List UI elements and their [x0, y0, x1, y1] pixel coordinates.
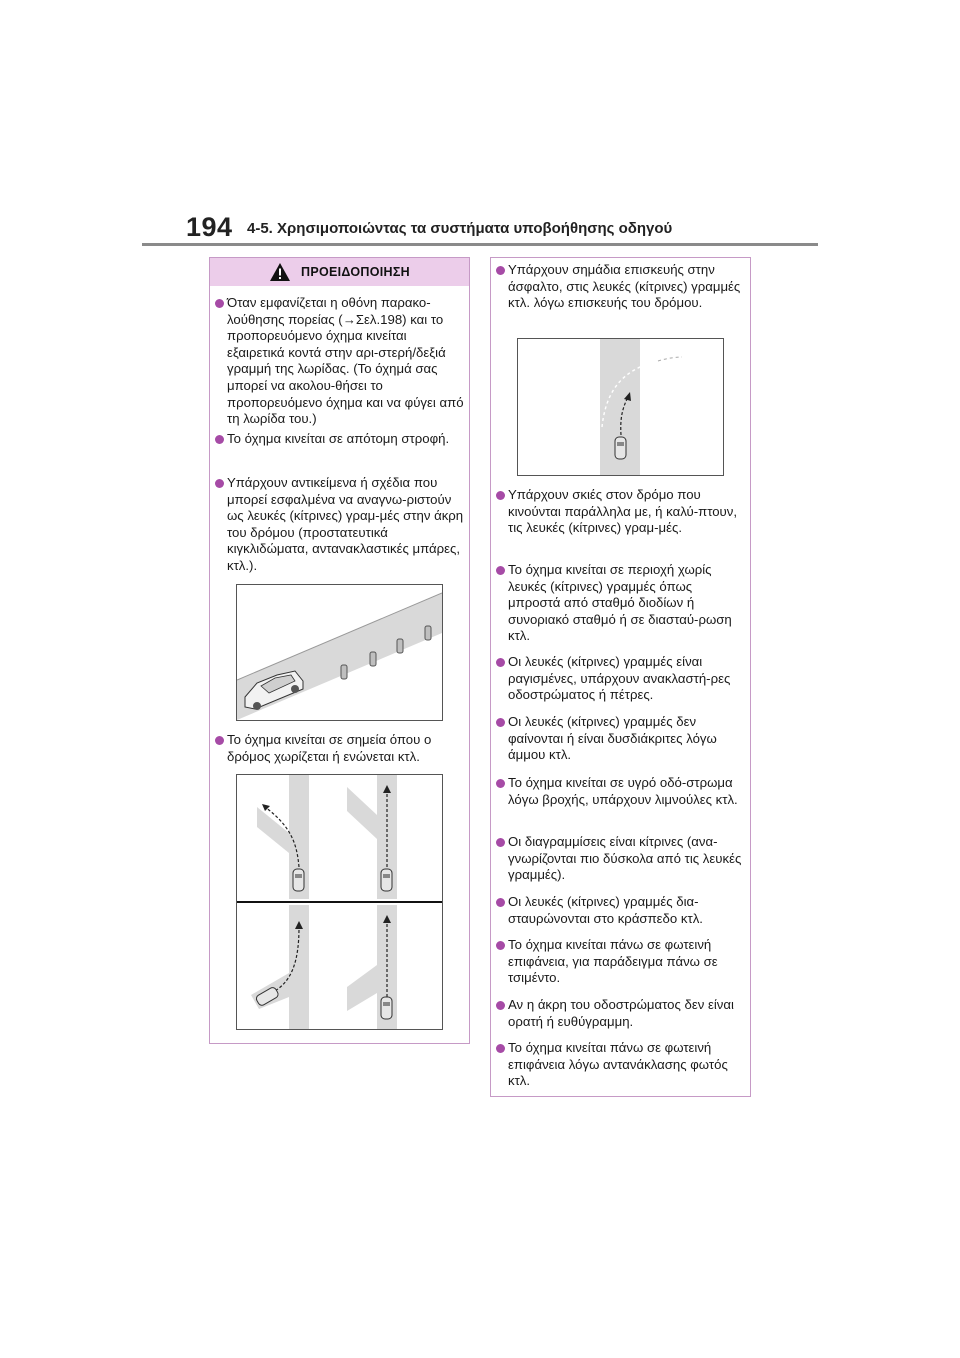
- list-item: Αν η άκρη του οδοστρώματος δεν είναι ορατή ή ευθύγραμμη.: [495, 997, 745, 1030]
- bullet-icon: [215, 479, 224, 488]
- bullet-icon: [496, 1044, 505, 1053]
- bullet-icon: [496, 566, 505, 575]
- bullet-icon: [496, 898, 505, 907]
- list-item: Οι λευκές (κίτρινες) γραμμές δεν φαίνονται ή είναι δυσδιάκριτες λόγω άμμου κτλ.: [495, 714, 745, 764]
- list-item: Το όχημα κινείται πάνω σε φωτεινή επιφάνεια λόγω αντανάκλασης φωτός κτλ.: [495, 1040, 745, 1090]
- list-item: Οι διαγραμμίσεις είναι κίτρινες (ανα-γνωρίζονται πιο δύσκολα από τις λευκές γραμμές).: [495, 834, 745, 884]
- section-title: 4-5. Χρησιμοποιώντας τα συστήματα υποβοήθησης οδηγού: [247, 220, 673, 237]
- list-item: Το όχημα κινείται πάνω σε φωτεινή επιφάνεια, για παράδειγμα πάνω σε τσιμέντο.: [495, 937, 745, 987]
- bullet-icon: [496, 941, 505, 950]
- list-item: Το όχημα κινείται σε υγρό οδό-στρωμα λόγω βροχής, υπάρχουν λιμνούλες κτλ.: [495, 775, 745, 808]
- figure-road-split: [236, 774, 443, 1030]
- warning-box-right: [490, 257, 751, 1097]
- bullet-icon: [496, 491, 505, 500]
- bullet-icon: [215, 736, 224, 745]
- list-item: Υπάρχουν σημάδια επισκευής στην άσφαλτο, στις λευκές (κίτρινες) γραμμές κτλ. λόγω επισκευής του δρόμου.: [495, 262, 745, 312]
- bullet-icon: [496, 718, 505, 727]
- bullet-icon: [496, 266, 505, 275]
- list-item: Οι λευκές (κίτρινες) γραμμές δια-σταυρώνονται στο κράσπεδο κτλ.: [495, 894, 745, 927]
- list-item: Το όχημα κινείται σε περιοχή χωρίς λευκές (κίτρινες) γραμμές όπως μπροστά από σταθμό διοδίων ή συνοριακό σταθμό ή σε διασταύ-ρωση κτλ.: [495, 562, 745, 645]
- list-item: Το όχημα κινείται σε σημεία όπου ο δρόμος χωρίζεται ή ενώνεται κτλ.: [214, 732, 464, 765]
- bullet-icon: [215, 435, 224, 444]
- list-item: Οι λευκές (κίτρινες) γραμμές είναι ραγισμένες, υπάρχουν ανακλαστή-ρες οδοστρώματος ή πέτρες.: [495, 654, 745, 704]
- list-item: Όταν εμφανίζεται η οθόνη παρακο-λούθησης πορείας (→Σελ.198) και το προπορευόμενο όχημα κινείται εξαιρετικά κοντά στην αρι-στερή/δεξιά γραμμή της λωρίδας. (Το όχημά σας μπορεί να ακολου-θήσει το προπορευόμενο όχημα και να φύγει από τη λωρίδα του.): [214, 295, 464, 428]
- warning-title: ΠΡΟΕΙΔΟΠΟΙΗΣΗ: [301, 265, 410, 279]
- warning-box-left: [209, 257, 470, 1044]
- page-number: 194: [186, 212, 233, 242]
- list-item: Υπάρχουν αντικείμενα ή σχέδια που μπορεί εσφαλμένα να αναγνω-ριστούν ως λευκές (κίτρινες) γραμ-μές στην άκρη του δρόμου (προστατευτικά κιγκλιδώματα, αντανακλαστικές μπάρες, κτλ.).: [214, 475, 464, 575]
- repair-marks-illustration: [518, 339, 723, 475]
- figure-guardrail: [236, 584, 443, 721]
- bullet-icon: [496, 838, 505, 847]
- bullet-icon: [496, 1001, 505, 1010]
- list-item: Το όχημα κινείται σε απότομη στροφή.: [214, 431, 464, 448]
- bullet-icon: [215, 299, 224, 308]
- bullet-icon: [496, 658, 505, 667]
- road-split-illustration: [237, 775, 442, 1029]
- warning-triangle-icon: [269, 262, 291, 282]
- header-rule: [142, 243, 818, 246]
- bullet-icon: [496, 779, 505, 788]
- guardrail-illustration: [237, 585, 442, 720]
- warning-header: [210, 258, 469, 286]
- list-item: Υπάρχουν σκιές στον δρόμο που κινούνται παράλληλα με, ή καλύ-πτουν, τις λευκές (κίτρινες) γραμ-μές.: [495, 487, 745, 537]
- car-icon: [255, 869, 392, 1019]
- car-icon: [615, 437, 626, 459]
- figure-repair-marks: [517, 338, 724, 476]
